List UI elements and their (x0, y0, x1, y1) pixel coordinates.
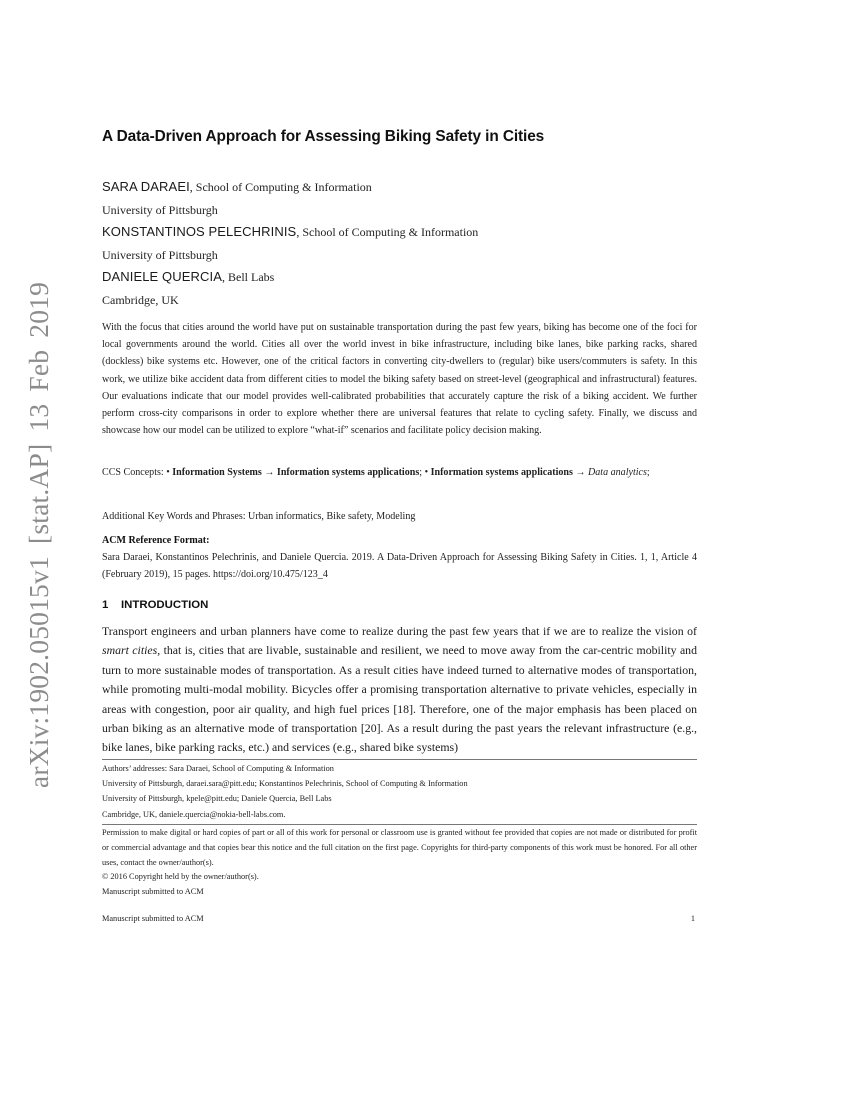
introduction-paragraph (102, 622, 697, 758)
acm-reference-heading: ACM Reference Format: (102, 535, 210, 546)
author-line (102, 221, 478, 244)
ccs-term: Information systems applications (430, 467, 573, 478)
footnote-divider (102, 759, 697, 760)
author-addresses (102, 761, 697, 822)
author-line (102, 266, 478, 289)
address-line: University of Pittsburgh, daraei.sara@pitt.edu; Konstantinos Pelechrinis, School of Computing & Information (102, 779, 468, 789)
intro-emphasis: smart cities (102, 643, 158, 658)
author-place-line (102, 199, 478, 222)
paper-title: A Data-Driven Approach for Assessing Biking Safety in Cities (102, 128, 545, 145)
ccs-arrow: → (261, 467, 277, 478)
author-affiliation: , School of Computing & Information (189, 180, 372, 194)
section-heading (102, 599, 208, 611)
section-title: INTRODUCTION (121, 599, 209, 611)
ccs-term-italic: Data analytics (588, 467, 647, 478)
ccs-bullet: • (424, 467, 431, 478)
arxiv-identifier: arXiv:1902.05015v1 [stat.AP] 13 Feb 2019 (23, 281, 54, 789)
permission-text: Permission to make digital or hard copies of part or all of this work for personal or classroom use is granted without fee provided that copies are not made or distributed for profit or commercial advantage and that copies bear this notice and the full citation on the first page. Copyrights for third-party components of this work must be honored. For all other uses, contact the owner/author(s). (102, 828, 697, 867)
ccs-term: Information Systems (172, 467, 262, 478)
arxiv-stamp (14, 281, 64, 789)
abstract: With the focus that cities around the world have put on sustainable transportation during the past few years, biking has become one of the foci for local governments around the world. Cities all over the world invest in bike infrastructure, including bike lanes, bike parking racks, shared (dockless) bike systems etc. However, one of the critical factors in converting city-dwellers to (regular) bike users/commuters is safety. In this work, we utilize bike accident data from different cities to model the biking safety based on street-level (geographical and infrastructural) features. Our evaluations indicate that our model provides well-calibrated probabilities that accurately capture the risk of a biking accident. We further perform cross-city comparisons in order to explore whether there are universal features that relate to cycling safety. Finally, we discuss and showcase how our model can be utilized to explore “what-if” scenarios and facilitate policy decision making. (102, 322, 697, 437)
author-line (102, 176, 478, 199)
author-affiliation: , Bell Labs (221, 270, 275, 285)
author-place: University of Pittsburgh (102, 202, 218, 217)
intro-text: Transport engineers and urban planners have come to realize during the past few years that if we are to realize the vision of (102, 624, 697, 638)
ccs-end: ; (646, 467, 650, 478)
address-line: Authors’ addresses: Sara Daraei, School of Computing & Information (102, 764, 334, 773)
permission-divider (102, 824, 697, 825)
address-line: University of Pittsburgh, kpele@pitt.edu; Daniele Quercia, Bell Labs (102, 794, 332, 804)
ccs-arrow: → (572, 467, 589, 478)
acm-reference-text: Sara Daraei, Konstantinos Pelechrinis, and Daniele Quercia. 2019. A Data-Driven Approach for Assessing Biking Safety in Cities. 1, 1, Article 4 (February 2019), 15 pages. https://doi.org/10.475/123_4 (102, 552, 697, 581)
ccs-separator: ; (419, 467, 425, 478)
author-block (102, 176, 478, 312)
keywords: Additional Key Words and Phrases: Urban informatics, Bike safety, Modeling (102, 511, 416, 522)
section-number: 1 (102, 599, 109, 611)
intro-text: , that is, cities that are livable, sustainable and resilient, we need to move away from the car-centric mobility and turn to more sustainable modes of transportation. As a result cities have indeed turned to alternative modes of transportation, while promoting multi-modal mobility. Bicycles offer a promising transportation alternative to private vehicles, especially in areas with congestion, poor air quality, and high fuel prices [18]. Therefore, one of the major emphasis has been placed on urban biking as an alternative mode of transportation [20]. As a result during the past years the relevant infrastructure (e.g., bike lanes, bike parking racks, etc.) and services (e.g., shared bike systems) (102, 643, 697, 755)
author-place-line (102, 289, 478, 312)
ccs-label: CCS Concepts: (102, 467, 167, 478)
author-name: KONSTANTINOS PELECHRINIS (102, 224, 297, 240)
copyright-line: © 2016 Copyright held by the owner/author(s). (102, 872, 259, 882)
footer-label: Manuscript submitted to ACM (102, 914, 204, 923)
permission-notice (102, 826, 697, 900)
author-place: University of Pittsburgh (102, 247, 218, 262)
author-place-line (102, 244, 478, 267)
ccs-term: Information systems applications (276, 467, 420, 478)
author-name: SARA DARAEI (102, 179, 190, 194)
page-footer (102, 914, 697, 923)
ccs-concepts (102, 464, 697, 481)
page-number: 1 (690, 914, 695, 923)
author-name: DANIELE QUERCIA (102, 269, 222, 285)
author-affiliation: , School of Computing & Information (296, 225, 479, 240)
address-line: Cambridge, UK, daniele.quercia@nokia-bell-labs.com. (102, 809, 286, 819)
author-place: Cambridge, UK (102, 292, 179, 307)
manuscript-note: Manuscript submitted to ACM (102, 887, 204, 897)
ccs-bullet: • (166, 467, 173, 478)
